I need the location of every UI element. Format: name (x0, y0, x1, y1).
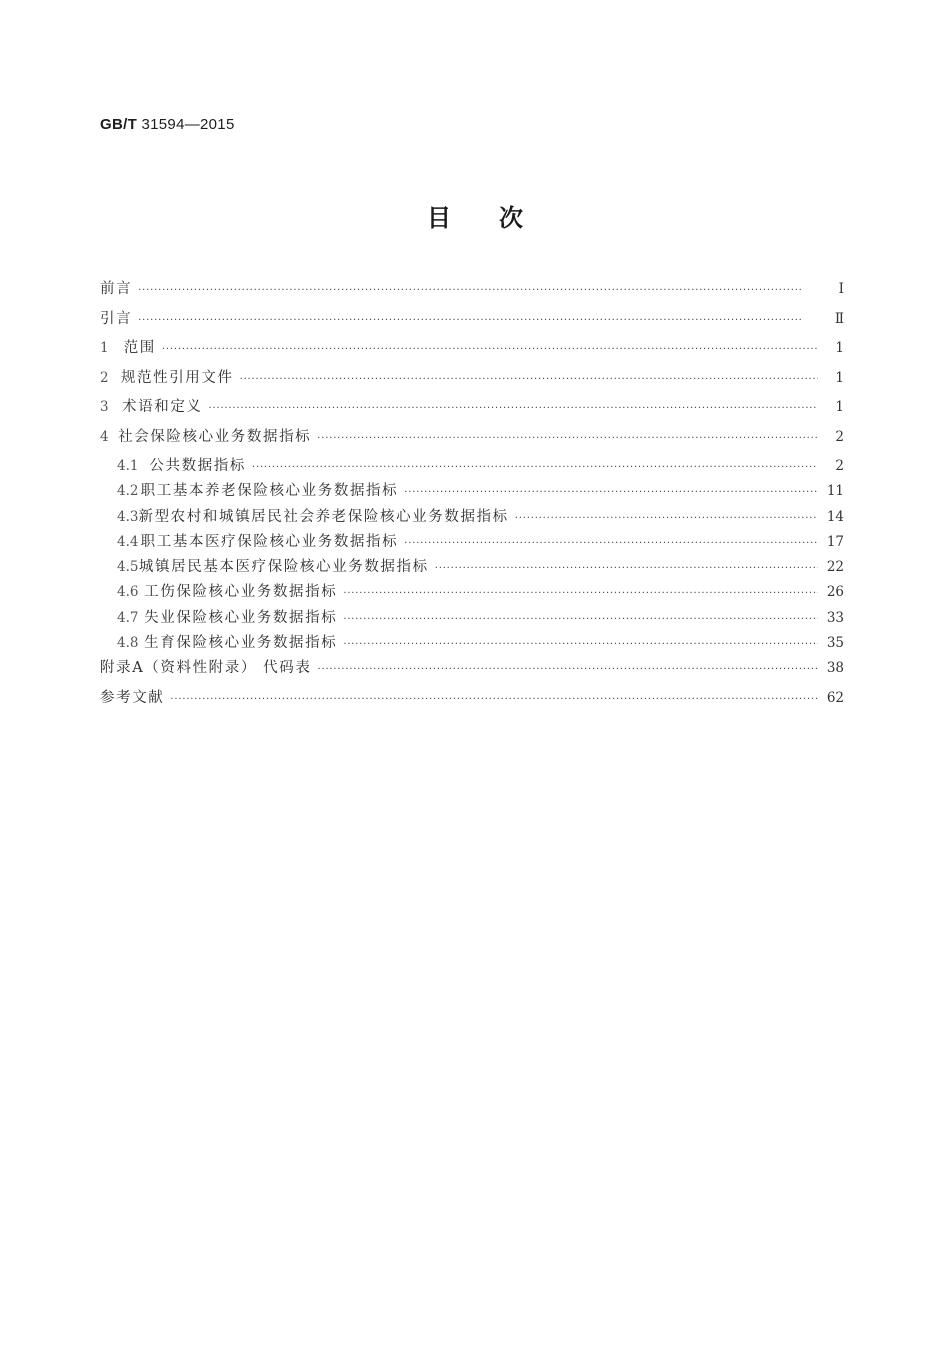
toc-entry-label: 公共数据指标 (149, 458, 246, 474)
toc-entry[interactable] (100, 480, 844, 505)
toc-entry[interactable] (100, 426, 844, 456)
toc-entry-page: 1 (835, 369, 844, 386)
toc-entry-number: 4.4 (117, 533, 139, 550)
toc-entry[interactable] (100, 556, 844, 581)
toc-entry[interactable] (100, 506, 844, 531)
toc-dot-leader (240, 369, 818, 391)
toc-entry-number: 1 (100, 340, 109, 356)
toc-entry-label: 规范性引用文件 (120, 369, 234, 386)
toc-entry-number: 4.6 (117, 584, 139, 601)
toc-entry-number: 4 (100, 428, 109, 445)
toc-entry-page: 1 (835, 340, 844, 356)
standard-code: 31594—2015 (141, 116, 235, 133)
toc-entry[interactable] (100, 367, 844, 397)
toc-dot-leader (404, 533, 818, 555)
standard-number (100, 116, 235, 133)
toc-entry-page: 14 (826, 508, 844, 525)
toc-dot-leader (317, 428, 818, 450)
toc-entry-page: 2 (835, 428, 844, 445)
toc-entry-page: 38 (826, 660, 844, 677)
toc-entry-number: 3 (100, 399, 109, 415)
toc-dot-leader (515, 508, 818, 530)
toc-entry[interactable] (100, 657, 844, 687)
toc-dot-leader (138, 310, 818, 332)
toc-entry-label: 社会保险核心业务数据指标 (118, 428, 312, 445)
standard-prefix: GB/T (100, 116, 138, 133)
toc-entry-label: 职工基本医疗保险核心业务数据指标 (140, 533, 399, 550)
toc-entry-label: 附录A（资料性附录） 代码表 (100, 660, 312, 677)
toc-entry-label: 城镇居民基本医疗保险核心业务数据指标 (138, 559, 429, 576)
toc-entry-page: 11 (826, 483, 844, 500)
toc-dot-leader (209, 398, 818, 420)
toc-dot-leader (404, 482, 818, 504)
toc-dot-leader (343, 634, 818, 656)
toc-dot-leader (343, 583, 818, 605)
toc-dot-leader (317, 659, 818, 681)
toc-dot-leader (170, 689, 818, 711)
toc-entry-number: 2 (100, 369, 109, 386)
page-title: 目次 (427, 204, 571, 232)
toc-entry-page: 33 (826, 609, 844, 626)
toc-entry-page: 35 (826, 635, 844, 652)
toc-entry[interactable] (100, 308, 844, 338)
toc-entry-page: Ⅱ (834, 310, 844, 327)
toc-entry-number: 4.2 (117, 483, 139, 500)
toc-entry-page: 62 (826, 689, 844, 706)
toc-entry-label: 范围 (123, 340, 156, 356)
toc-entry-number: 4.5 (117, 559, 139, 576)
toc-entry-number: 4.3 (117, 508, 139, 525)
toc-entry-page: 1 (835, 399, 844, 415)
toc-entry-label: 工伤保险核心业务数据指标 (144, 584, 338, 601)
toc-entry-label: 引言 (100, 310, 133, 327)
table-of-contents (100, 278, 844, 716)
toc-entry-number: 4.7 (117, 609, 139, 626)
toc-entry[interactable] (100, 531, 844, 556)
toc-entry-label: 新型农村和城镇居民社会养老保险核心业务数据指标 (138, 508, 509, 525)
toc-entry-label: 生育保险核心业务数据指标 (144, 635, 338, 652)
toc-dot-leader (252, 457, 818, 479)
toc-entry-page: 2 (835, 458, 844, 474)
toc-entry[interactable] (100, 396, 844, 426)
toc-entry-page: 22 (826, 559, 844, 576)
toc-entry[interactable] (100, 455, 844, 480)
toc-entry[interactable] (100, 337, 844, 367)
toc-entry-page: 26 (826, 584, 844, 601)
toc-entry[interactable] (100, 607, 844, 632)
toc-entry-label: 参考文献 (100, 689, 165, 706)
toc-entry[interactable] (100, 687, 844, 717)
toc-entry-number: 4.8 (117, 635, 139, 652)
toc-entry[interactable] (100, 581, 844, 606)
toc-entry[interactable] (100, 632, 844, 657)
toc-entry-label: 职工基本养老保险核心业务数据指标 (140, 483, 399, 500)
toc-entry[interactable] (100, 278, 844, 308)
toc-dot-leader (138, 280, 818, 302)
toc-entry-label: 术语和定义 (122, 399, 203, 415)
toc-entry-page: 17 (826, 533, 844, 550)
toc-dot-leader (343, 609, 818, 631)
toc-entry-label: 失业保险核心业务数据指标 (144, 609, 338, 626)
toc-dot-leader (162, 339, 818, 361)
toc-entry-number: 4.1 (117, 458, 139, 474)
toc-entry-page: Ⅰ (838, 281, 844, 297)
toc-entry-label: 前言 (100, 281, 133, 297)
toc-dot-leader (435, 558, 818, 580)
